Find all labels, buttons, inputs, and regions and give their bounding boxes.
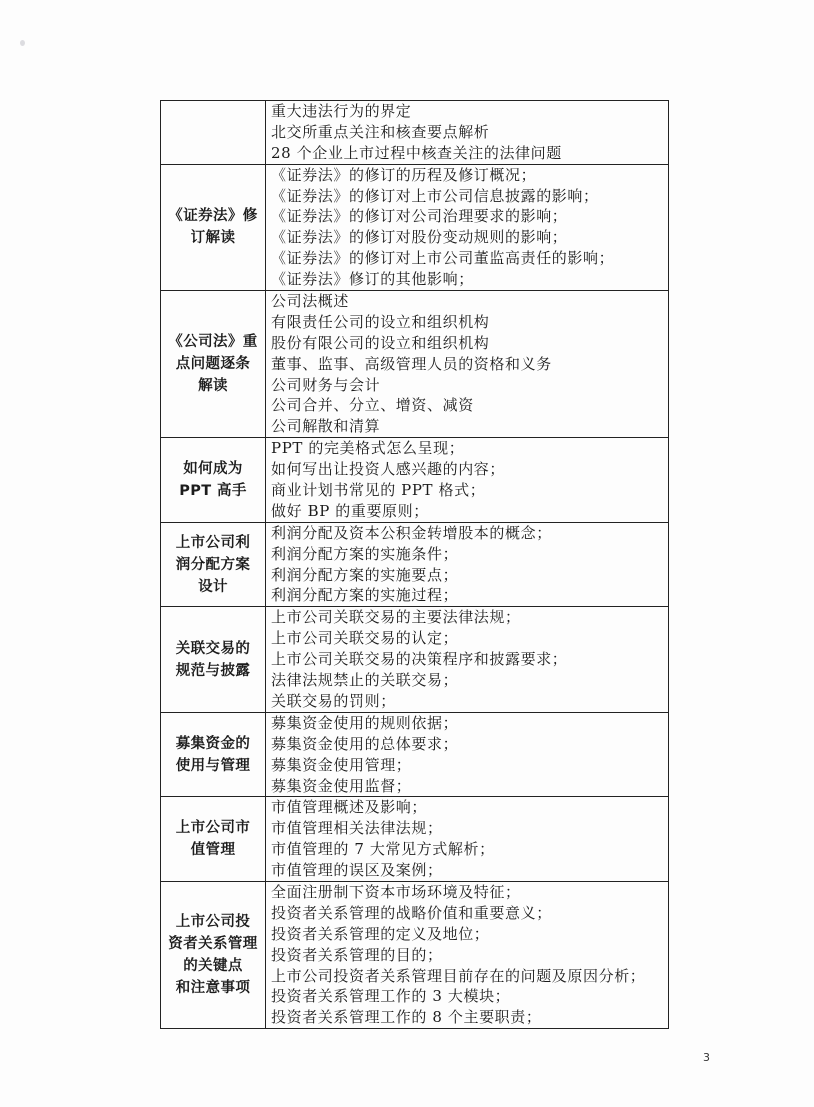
content-item: 投资者关系管理工作的 3 大模块；	[271, 987, 511, 1006]
topic-title-line: 使用与管理	[175, 757, 251, 774]
topic-title-line: 和注意事项	[175, 980, 251, 997]
scan-speck	[20, 40, 25, 46]
row-profit-distribution	[161, 522, 669, 607]
content-item: 市值管理相关法律法规；	[271, 819, 443, 838]
course-table	[160, 100, 669, 1029]
content-item: 投资者关系管理的目的；	[271, 945, 443, 964]
content-item: 《证券法》的修订的历程及修订概况；	[271, 165, 537, 184]
topic-cell	[161, 438, 266, 523]
topic-title-line: 的关键点	[183, 958, 243, 975]
content-item: 公司法概述	[271, 292, 350, 311]
topic-cell	[161, 881, 266, 1028]
topic-title-line: 《公司法》重	[168, 334, 258, 351]
content-item: 《证券法》的修订对股份变动规则的影响；	[271, 228, 568, 247]
content-item: 股份有限公司的设立和组织机构	[271, 333, 490, 352]
topic-cell	[161, 607, 266, 712]
content-item: 利润分配方案的实施过程；	[271, 586, 459, 605]
content-item: 投资者关系管理工作的 8 个主要职责；	[271, 1008, 542, 1027]
content-item: 市值管理的 7 大常见方式解析；	[271, 840, 495, 859]
content-item: 募集资金使用的规则依据；	[271, 713, 459, 732]
content-item: 关联交易的罚则；	[271, 691, 396, 710]
topic-title-line: 规范与披露	[175, 662, 251, 679]
row-company-law-key-issues	[161, 291, 669, 438]
content-item: 投资者关系管理的战略价值和重要意义；	[271, 903, 552, 922]
content-item: 利润分配方案的实施要点；	[271, 565, 459, 584]
topic-title-line: 资者关系管理	[168, 936, 258, 953]
content-item: 有限责任公司的设立和组织机构	[271, 312, 490, 331]
topic-title-line: 关联交易的	[175, 640, 251, 657]
content-item: 利润分配及资本公积金转增股本的概念；	[271, 523, 552, 542]
topic-cell-empty	[161, 101, 266, 165]
content-cell	[266, 438, 669, 523]
topic-title-line: 设计	[198, 578, 228, 595]
content-item: 《证券法》的修订对上市公司董监高责任的影响；	[271, 249, 615, 268]
topic-title-line: 募集资金的	[175, 735, 251, 752]
row-continued-legal-issues	[161, 101, 669, 165]
topic-title-line: 点问题逐条	[175, 356, 251, 373]
topic-title-line: 上市公司投	[175, 914, 251, 931]
content-cell	[266, 101, 669, 165]
content-item: 募集资金使用的总体要求；	[271, 734, 459, 753]
content-item: 上市公司关联交易的认定；	[271, 629, 459, 648]
topic-cell	[161, 522, 266, 607]
row-related-party-transactions	[161, 607, 669, 712]
row-investor-relations-management	[161, 881, 669, 1028]
content-item: 募集资金使用监督；	[271, 776, 412, 795]
content-cell	[266, 607, 669, 712]
row-securities-law-revision	[161, 164, 669, 290]
content-cell	[266, 522, 669, 607]
topic-title-line: 订解读	[190, 230, 236, 247]
topic-cell	[161, 291, 266, 438]
content-cell	[266, 164, 669, 290]
topic-title-line: 上市公司利	[175, 534, 251, 551]
content-item: 投资者关系管理的定义及地位；	[271, 924, 490, 943]
content-cell	[266, 797, 669, 882]
content-cell	[266, 712, 669, 797]
content-item: 市值管理概述及影响；	[271, 798, 428, 817]
topic-cell	[161, 164, 266, 290]
page-number: 3	[703, 1051, 710, 1064]
content-item: 北交所重点关注和核查要点解析	[271, 122, 490, 141]
topic-title-line: 润分配方案	[175, 556, 251, 573]
row-raised-funds-management	[161, 712, 669, 797]
content-item: 《证券法》修订的其他影响；	[271, 270, 474, 289]
content-item: 上市公司关联交易的决策程序和披露要求；	[271, 650, 568, 669]
topic-cell	[161, 797, 266, 882]
topic-title-line: 《证券法》修	[168, 208, 258, 225]
content-cell	[266, 881, 669, 1028]
content-item: 重大违法行为的界定	[271, 102, 412, 120]
content-item: 公司合并、分立、增资、减资	[271, 396, 474, 415]
content-item: 利润分配方案的实施条件；	[271, 544, 459, 563]
content-item: 《证券法》的修订对上市公司信息披露的影响；	[271, 186, 599, 205]
content-item: 如何写出让投资人感兴趣的内容；	[271, 460, 506, 479]
topic-title-line: 值管理	[190, 842, 236, 859]
content-item: 商业计划书常见的 PPT 格式；	[271, 481, 486, 500]
content-item: 法律法规禁止的关联交易；	[271, 671, 459, 690]
content-item: 公司解散和清算	[271, 417, 381, 436]
topic-cell	[161, 712, 266, 797]
content-item: 做好 BP 的重要原则；	[271, 501, 429, 520]
content-item: 28 个企业上市过程中核查关注的法律问题	[271, 143, 562, 162]
content-item: 全面注册制下资本市场环境及特征；	[271, 882, 521, 901]
content-item: 上市公司关联交易的主要法律法规；	[271, 608, 521, 627]
content-item: PPT 的完美格式怎么呈现；	[271, 439, 465, 458]
content-item: 《证券法》的修订对公司治理要求的影响；	[271, 207, 568, 226]
topic-title-line: 上市公司市	[175, 820, 251, 837]
topic-title-line: PPT 高手	[179, 483, 247, 500]
row-ppt-master	[161, 438, 669, 523]
content-item: 公司财务与会计	[271, 375, 381, 394]
topic-title-line: 解读	[198, 378, 228, 395]
content-cell	[266, 291, 669, 438]
topic-title-line: 如何成为	[183, 461, 243, 478]
content-item: 董事、监事、高级管理人员的资格和义务	[271, 354, 552, 373]
row-market-value-management	[161, 797, 669, 882]
content-item: 市值管理的误区及案例；	[271, 861, 443, 880]
content-item: 募集资金使用管理；	[271, 755, 412, 774]
content-item: 上市公司投资者关系管理目前存在的问题及原因分析；	[271, 966, 646, 985]
